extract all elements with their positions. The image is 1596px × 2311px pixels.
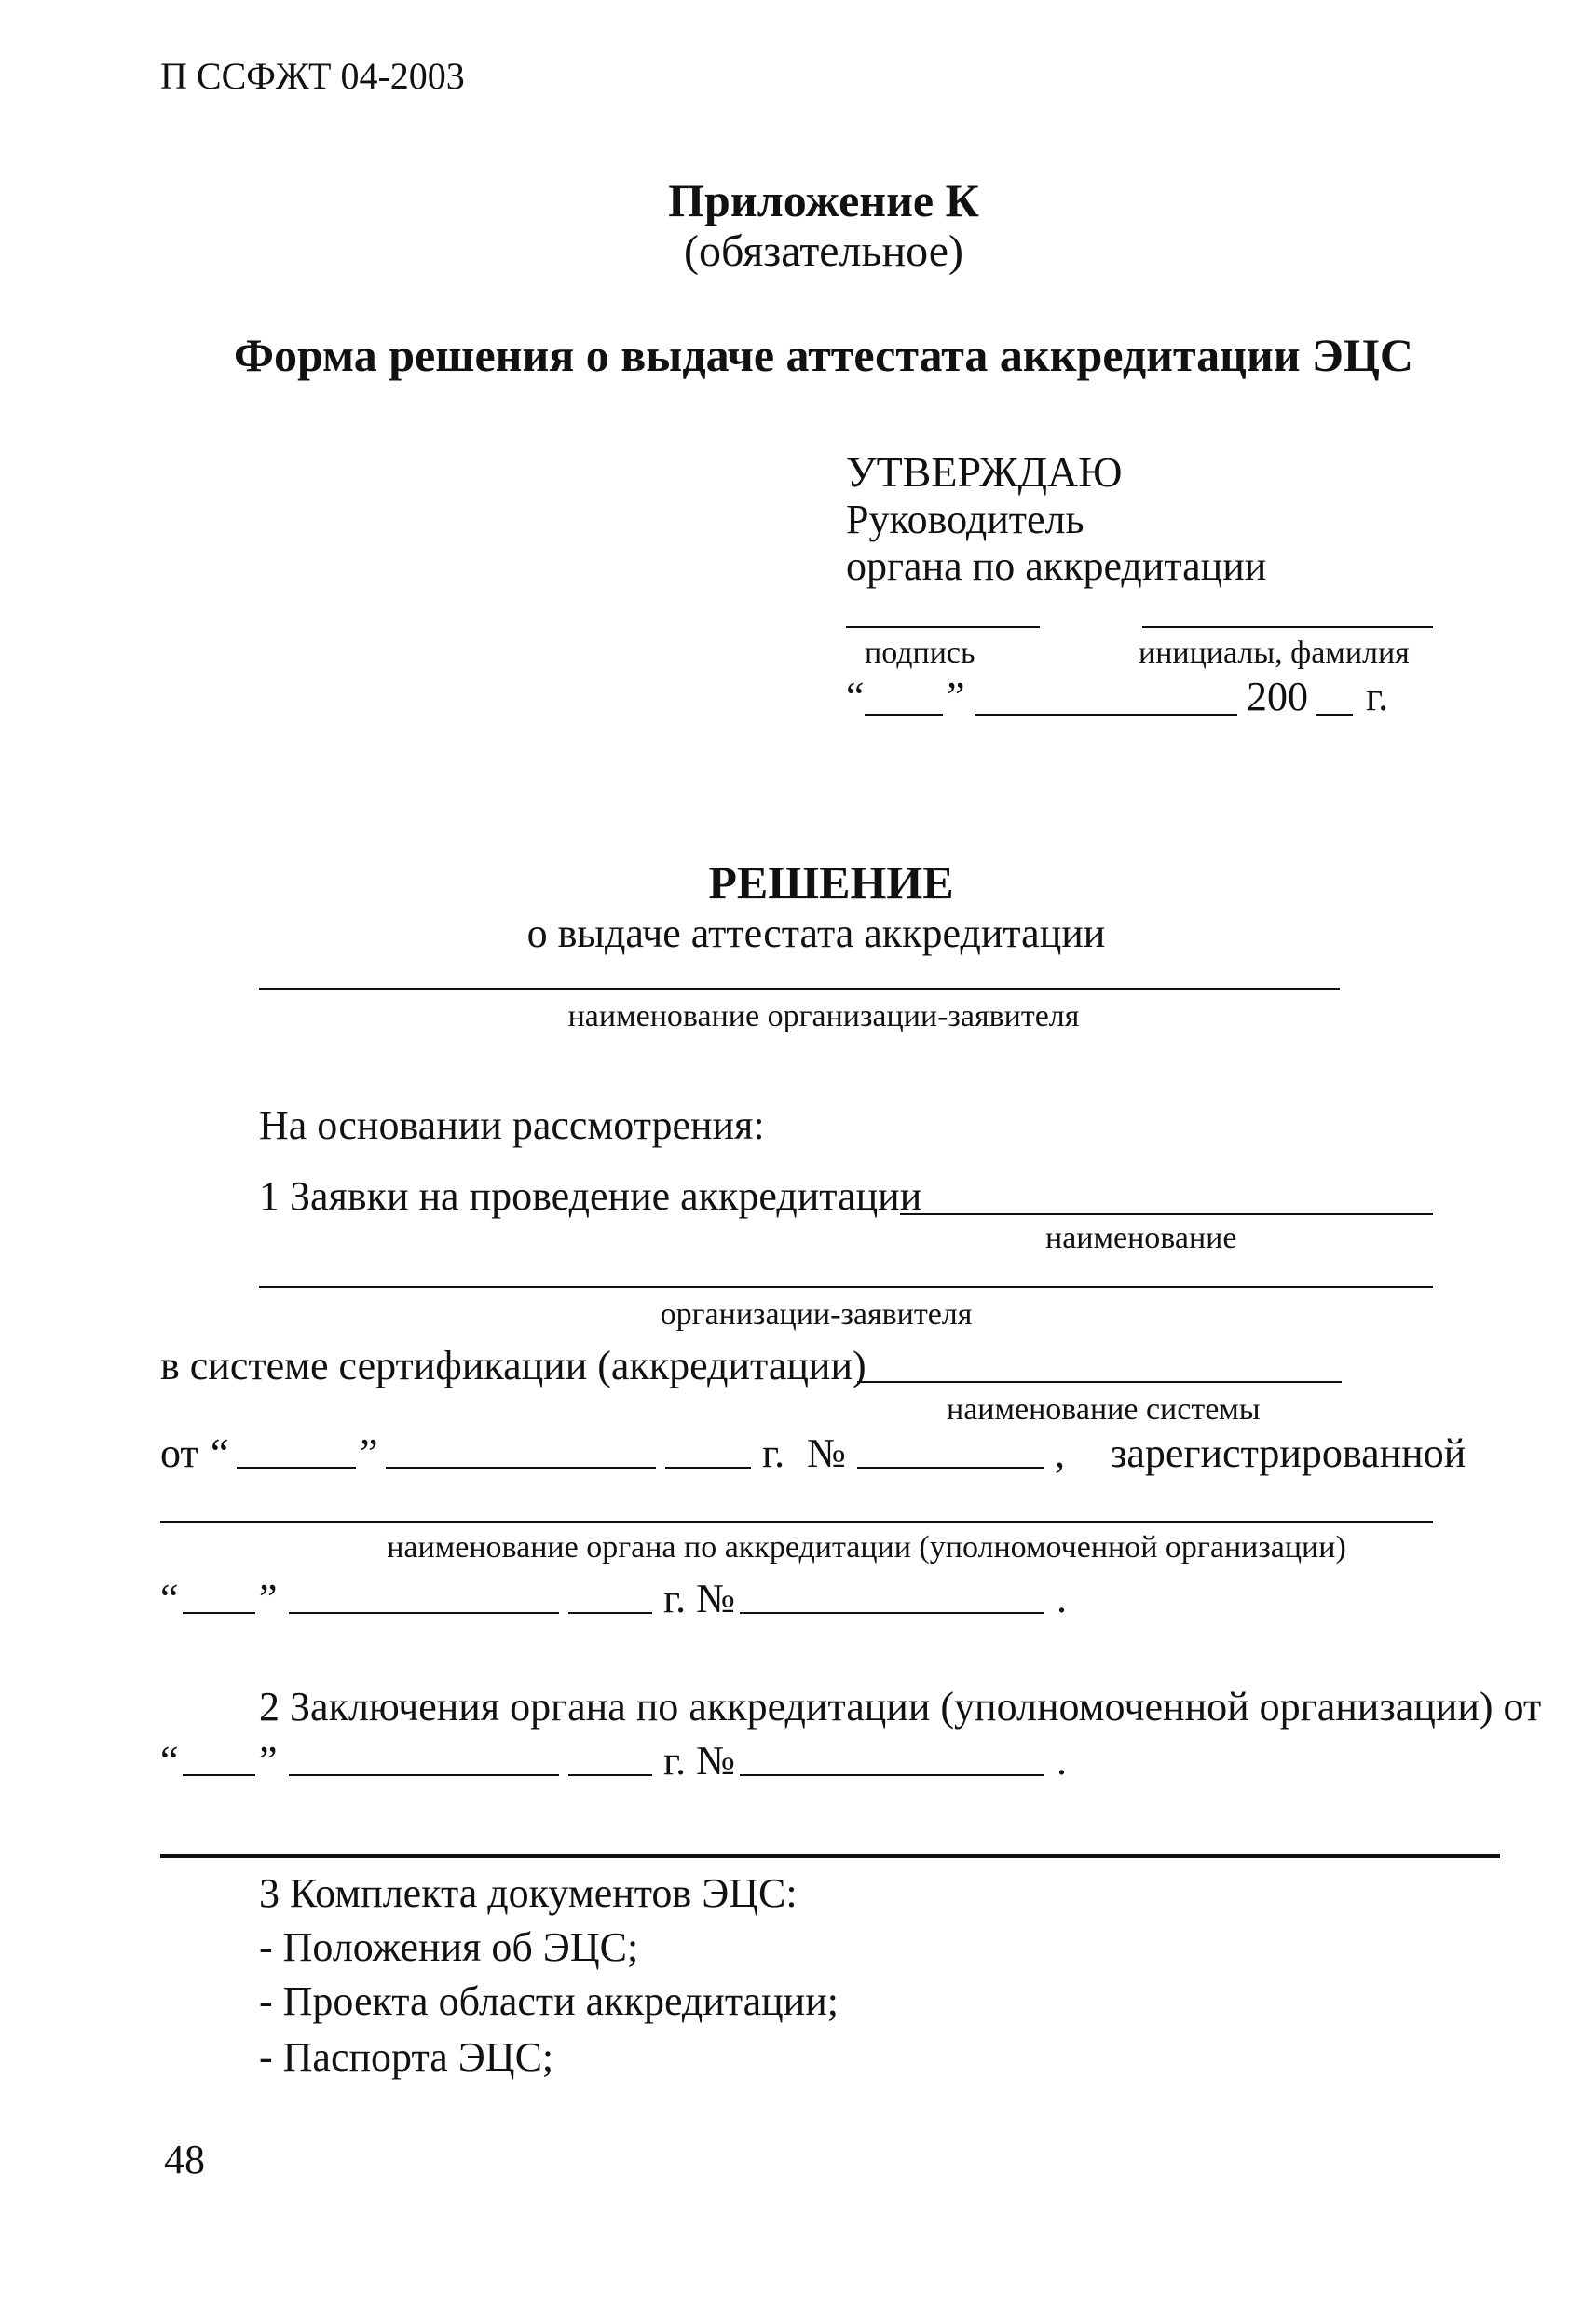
date1-year-line [568,1612,652,1614]
approval-org: органа по аккредитации [846,543,1267,589]
date2-number-line [740,1774,1044,1776]
date1-close-quote: ” [259,1576,278,1621]
date-day-line [865,714,943,716]
approval-head: Руководитель [846,497,1084,542]
applicant-caption: наименование организации-заявителя [567,999,1080,1033]
system-text: в системе сертификации (аккредитации) [160,1343,866,1388]
item1-caption-a: наименование [1045,1221,1237,1255]
item2-text: 2 Заключения органа по аккредитации (уполномоченной организации) от [259,1684,1542,1730]
list-item: - Паспорта ЭЦС; [259,2034,554,2080]
name-line [1142,626,1433,628]
date-year: 200 [1247,674,1308,719]
date-month-line [975,714,1237,716]
appendix-title: Приложение К [668,174,979,226]
from-comma: , [1055,1430,1065,1476]
from-month-line [386,1467,656,1469]
date1-month-line [289,1612,559,1614]
organ-line [160,1521,1433,1523]
system-caption: наименование системы [947,1392,1261,1427]
page-number: 48 [164,2137,205,2182]
date1-period: . [1057,1576,1067,1621]
date-open-quote: “ [846,674,865,719]
from-year-line [665,1467,751,1469]
from-close-quote: ” [360,1430,378,1476]
basis-text: На основании рассмотрения: [259,1102,765,1148]
decision-subtitle: о выдаче аттестата аккредитации [526,910,1106,956]
date1-number-line [740,1612,1044,1614]
form-title: Форма решения о выдаче аттестата аккредитации ЭЦС [234,329,1413,381]
date1-day-line [183,1612,255,1614]
date1-open-quote: “ [160,1576,179,1621]
date2-close-quote: ” [259,1738,278,1784]
section-divider [160,1854,1500,1858]
date2-day-line [183,1774,255,1776]
from-open-quote: “ [211,1430,229,1476]
name-caption: инициалы, фамилия [1139,636,1410,670]
item1-line [900,1213,1433,1215]
item1-caption-b: организации-заявителя [660,1297,973,1332]
appendix-status: (обязательное) [684,226,963,276]
from-day-line [237,1467,356,1469]
date-year-line [1316,714,1353,716]
list-item: - Положения об ЭЦС; [259,1924,639,1970]
item1-line-2 [259,1286,1433,1288]
signature-line [846,626,1040,628]
date2-g-num: г. № [663,1738,736,1784]
registered-text: зарегистрированной [1111,1430,1466,1476]
date2-month-line [289,1774,559,1776]
item1-text: 1 Заявки на проведение аккредитации [259,1173,922,1219]
from-label: от [160,1430,198,1476]
date2-year-line [568,1774,652,1776]
applicant-line [259,988,1340,990]
decision-title: РЕШЕНИЕ [708,856,954,909]
date-close-quote: ” [947,674,965,719]
approval-approve: УТВЕРЖДАЮ [846,448,1123,496]
date2-period: . [1057,1738,1067,1784]
list-item: - Проекта области аккредитации; [259,1978,839,2024]
from-number-line [857,1467,1044,1469]
from-g: г. [762,1430,785,1476]
from-num: № [807,1430,846,1476]
date2-open-quote: “ [160,1738,179,1784]
signature-caption: подпись [865,636,975,670]
date-year-suffix: г. [1366,674,1389,719]
item3-text: 3 Комплекта документов ЭЦС: [259,1870,798,1916]
document-code: П ССФЖТ 04-2003 [160,55,465,97]
date1-g-num: г. № [663,1576,736,1621]
organ-caption: наименование органа по аккредитации (уполномоченной организации) [387,1530,1346,1565]
system-line [857,1381,1342,1383]
